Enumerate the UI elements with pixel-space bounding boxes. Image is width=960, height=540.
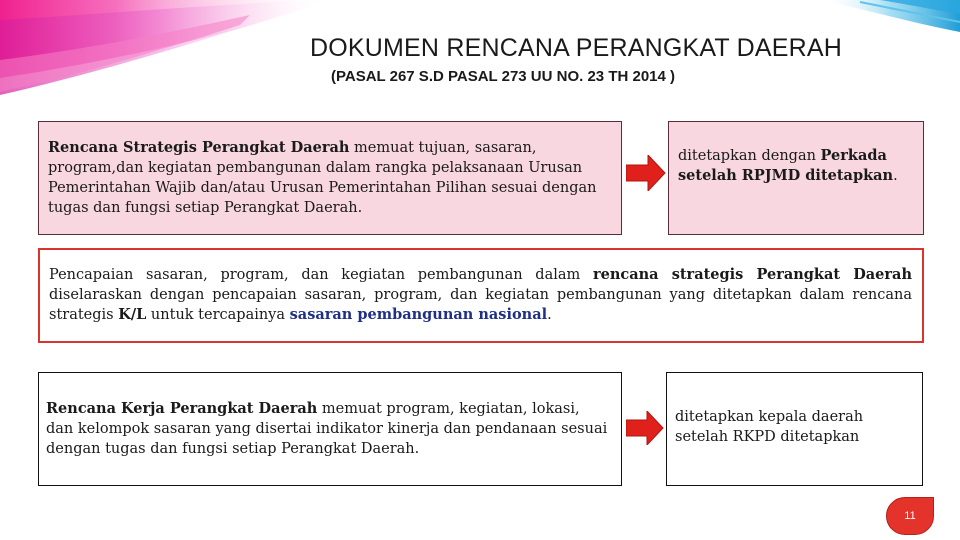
renstra-description-box bbox=[38, 121, 622, 235]
renstra-determination-box bbox=[668, 121, 924, 235]
renja-determination-text: ditetapkan kepala daerah setelah RKPD ditetapkan bbox=[675, 409, 864, 445]
alignment-emph-renstra: rencana strategis Perangkat Daerah bbox=[592, 266, 912, 283]
arrow-right-icon bbox=[626, 155, 666, 191]
alignment-statement-box bbox=[38, 248, 924, 343]
renja-determination-box bbox=[666, 372, 923, 486]
alignment-emph-national-target: sasaran pembangunan nasional bbox=[289, 306, 548, 323]
renstra-determination-basis: Perkada setelah RPJMD ditetapkan bbox=[678, 147, 894, 184]
arrow-right-icon bbox=[626, 411, 664, 445]
alignment-text-3: untuk tercapainya bbox=[146, 307, 290, 323]
page-number-badge bbox=[886, 497, 934, 535]
renstra-description: memuat tujuan, sasaran, program,dan kegiatan pembangunan dalam rangka pelaksanaan Urusan Pemerintahan Wajib dan/atau Urusan Pemerintahan Pilihan sesuai dengan tugas dan fungsi setiap Perangkat Daerah. bbox=[48, 140, 597, 216]
renstra-determination-intro: ditetapkan dengan bbox=[678, 148, 821, 164]
slide-subtitle: (PASAL 267 S.D PASAL 273 UU NO. 23 TH 2014 ) bbox=[331, 68, 676, 85]
alignment-text-1: Pencapaian sasaran, program, dan kegiatan pembangunan dalam bbox=[49, 267, 593, 283]
alignment-text-4: . bbox=[547, 307, 552, 323]
page-number: 11 bbox=[904, 510, 916, 522]
alignment-text-2: diselaraskan dengan pencapaian sasaran, program, dan kegiatan pembangunan yang ditetapkan dalam rencana strategis bbox=[49, 287, 912, 323]
renja-term: Rencana Kerja Perangkat Daerah bbox=[46, 400, 318, 417]
slide-title: DOKUMEN RENCANA PERANGKAT DAERAH bbox=[310, 34, 842, 62]
renstra-determination-end: . bbox=[893, 168, 898, 184]
renja-description-box bbox=[38, 372, 622, 486]
alignment-emph-kl: K/L bbox=[118, 306, 147, 323]
renstra-term: Rencana Strategis Perangkat Daerah bbox=[48, 139, 350, 156]
renja-description: memuat program, kegiatan, lokasi, dan kelompok sasaran yang disertai indikator kinerja dan pendanaan sesuai dengan tugas dan fungsi setiap Perangkat Daerah. bbox=[46, 401, 608, 457]
